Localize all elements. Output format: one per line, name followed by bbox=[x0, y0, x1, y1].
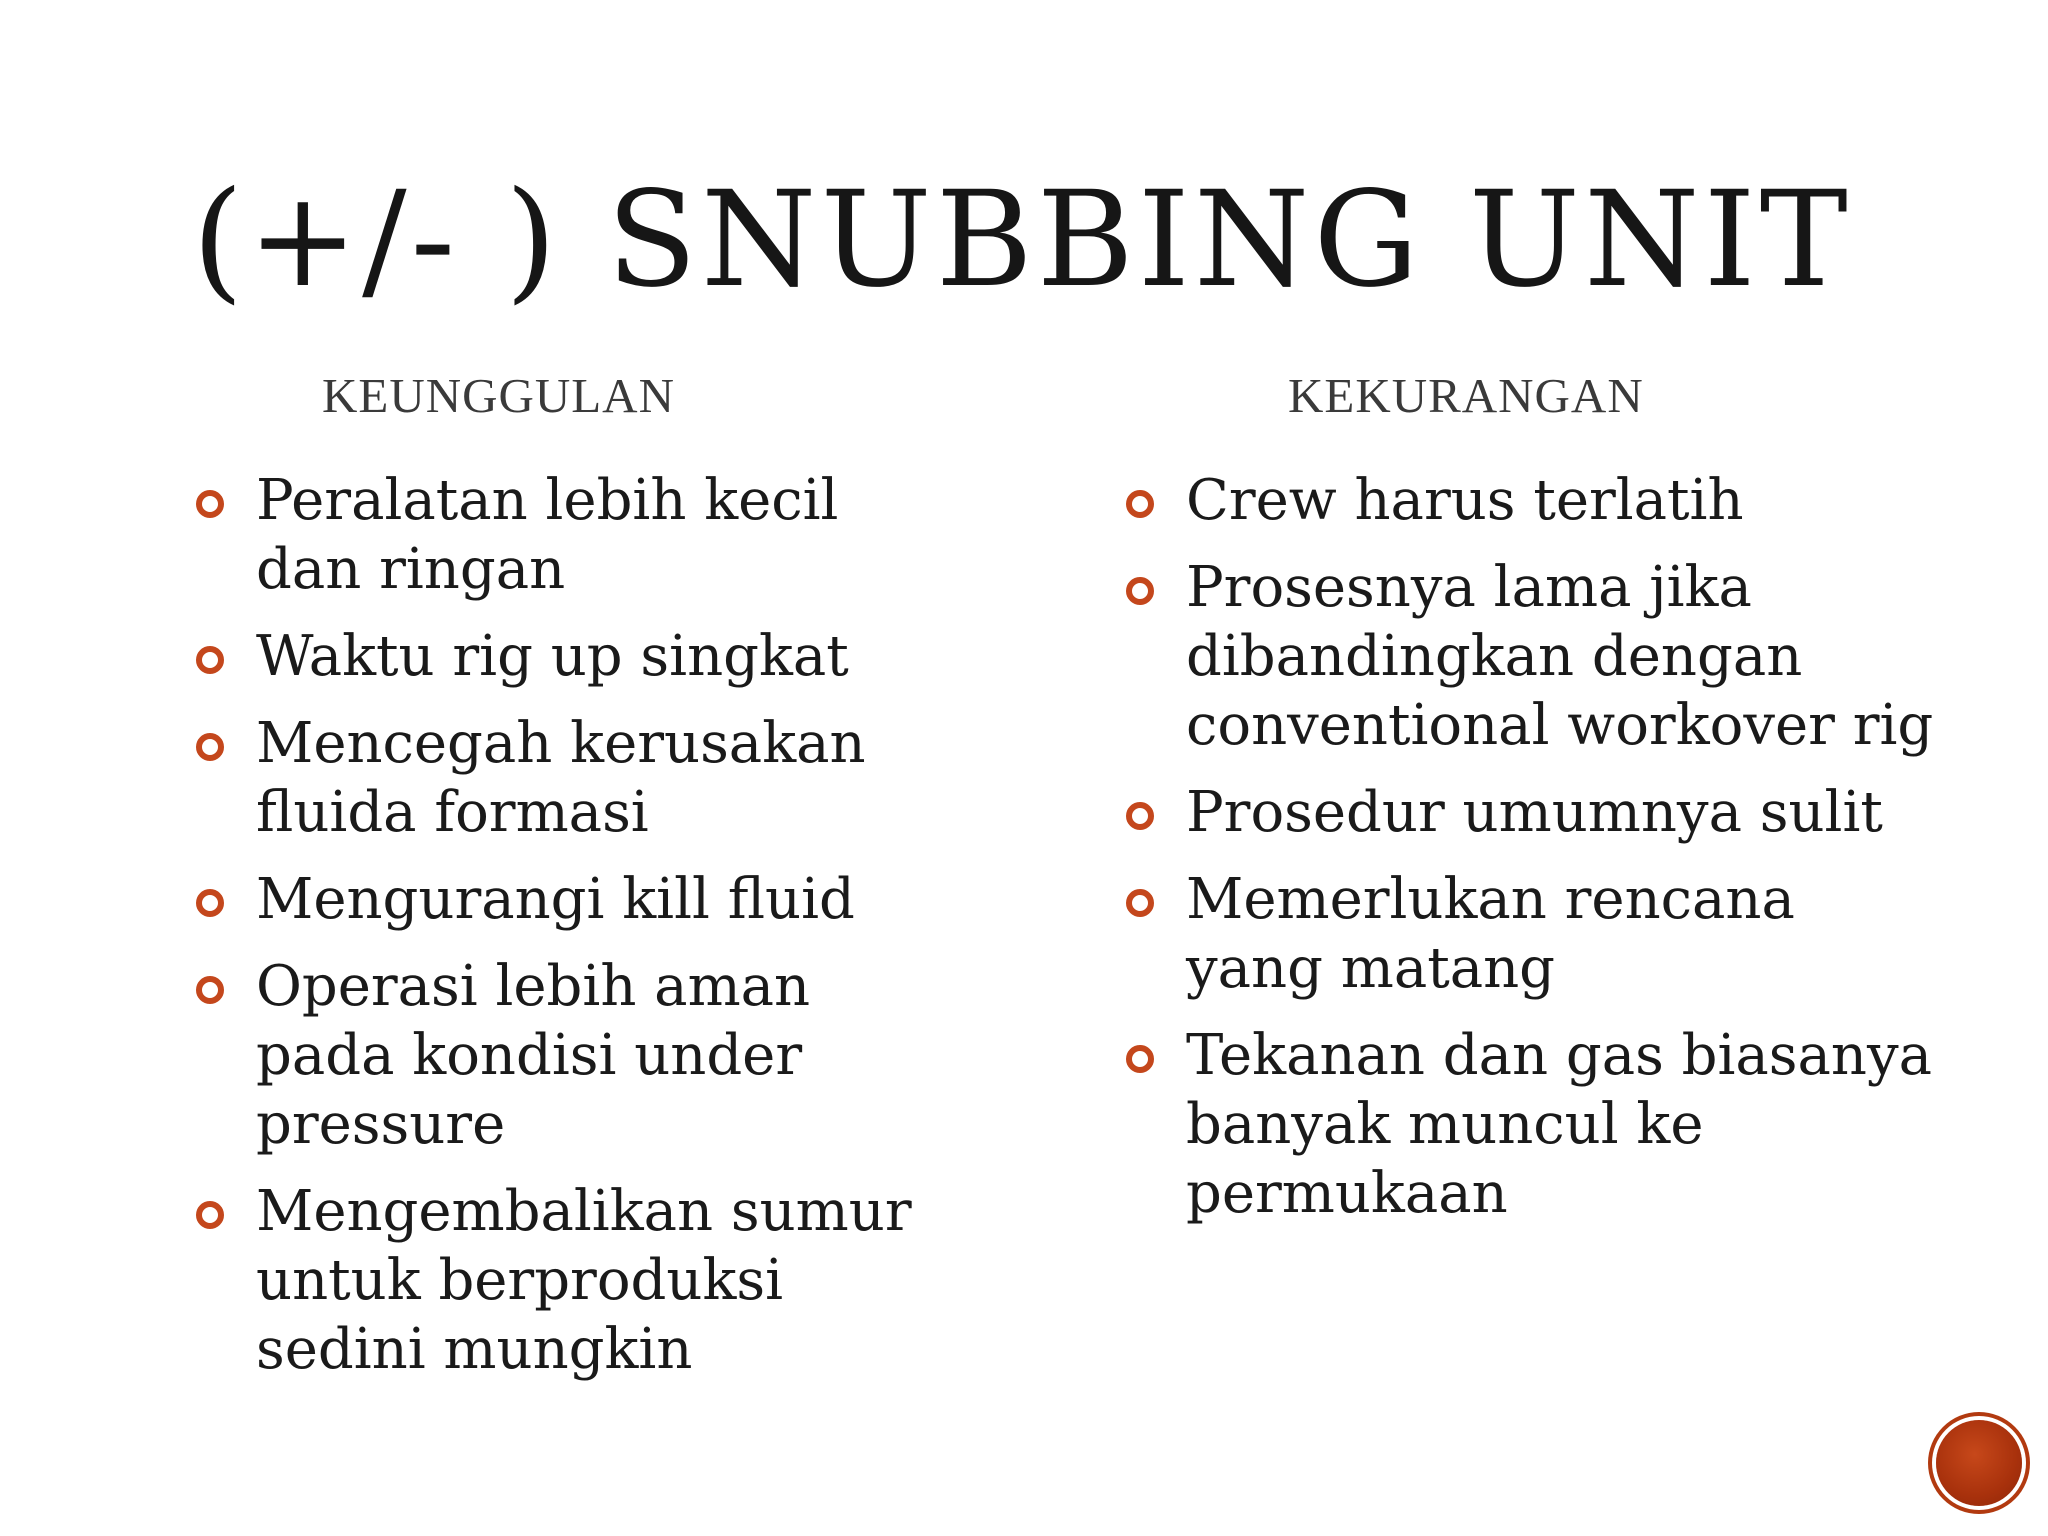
ring-bullet-icon bbox=[196, 1201, 224, 1229]
ring-bullet-icon bbox=[196, 976, 224, 1004]
list-item bbox=[192, 709, 922, 847]
ring-bullet-icon bbox=[1126, 889, 1154, 917]
list-item-text: Crew harus terlatih bbox=[1186, 468, 1744, 533]
ring-bullet-icon bbox=[1126, 490, 1154, 518]
list-item-text: Tekanan dan gas biasanya banyak muncul ke permukaan bbox=[1186, 1023, 1933, 1226]
list-item-text: Prosesnya lama jika dibandingkan dengan conventional workover rig bbox=[1186, 555, 1934, 758]
list-item bbox=[192, 466, 922, 604]
list-item-text: Memerlukan rencana yang matang bbox=[1186, 867, 1795, 1001]
list-item-text: Prosedur umumnya sulit bbox=[1186, 780, 1883, 845]
ring-bullet-icon bbox=[196, 490, 224, 518]
ring-bullet-icon bbox=[1126, 802, 1154, 830]
list-item-text: Mencegah kerusakan fluida formasi bbox=[256, 711, 866, 845]
ring-bullet-icon bbox=[196, 646, 224, 674]
list-item-text: Mengembalikan sumur untuk berproduksi sedini mungkin bbox=[256, 1179, 912, 1382]
list-item bbox=[1122, 1021, 1942, 1228]
disadvantages-list bbox=[1122, 466, 1942, 1246]
list-item bbox=[1122, 778, 1942, 847]
list-item-text: Peralatan lebih kecil dan ringan bbox=[256, 468, 839, 602]
list-item bbox=[1122, 466, 1942, 535]
ring-bullet-icon bbox=[196, 889, 224, 917]
ring-bullet-icon bbox=[196, 733, 224, 761]
circle-nav-button[interactable] bbox=[1936, 1420, 2022, 1506]
ring-bullet-icon bbox=[1126, 577, 1154, 605]
list-item bbox=[192, 622, 922, 691]
advantages-header: KEUNGGULAN bbox=[322, 368, 675, 423]
list-item-text: Operasi lebih aman pada kondisi under pressure bbox=[256, 954, 811, 1157]
ring-bullet-icon bbox=[1126, 1045, 1154, 1073]
slide-title: (+/- ) SNUBBING UNIT bbox=[192, 163, 1852, 317]
list-item bbox=[1122, 553, 1942, 760]
list-item bbox=[192, 952, 922, 1159]
list-item-text: Waktu rig up singkat bbox=[256, 624, 849, 689]
disadvantages-header: KEKURANGAN bbox=[1288, 368, 1644, 423]
list-item bbox=[192, 1177, 922, 1384]
list-item-text: Mengurangi kill fluid bbox=[256, 867, 855, 932]
advantages-list bbox=[192, 466, 922, 1402]
list-item bbox=[1122, 865, 1942, 1003]
list-item bbox=[192, 865, 922, 934]
